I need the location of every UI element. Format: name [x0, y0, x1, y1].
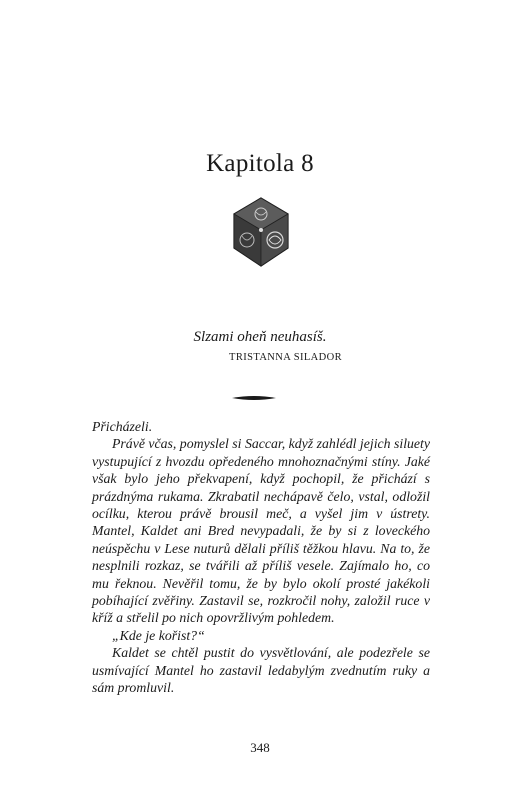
paragraph: „Kde je kořist?“	[112, 627, 205, 643]
body-text	[92, 418, 430, 697]
ornate-cube-icon	[230, 196, 292, 268]
section-divider	[232, 389, 276, 397]
epigraph-quote: Slzami oheň neuhasíš.	[193, 329, 327, 345]
paragraph: Právě včas, pomyslel si Saccar, když zahlédl jejich siluety vystupující z hvozdu opředeného mnohoznačnými stíny. Jaké však bylo jeho překvapení, když pochopil, že přichází s prázdnýma rukama. Zkrabatil nechápavě čelo, vstal, odložil ocílku, kterou právě brousil meč, a vyšel jim v ústrety. Mantel, Kaldet ani Bred nevypadali, že by si z loveckého neúspěchu v Lese nuturů dělali příliš těžkou hlavu. Na to, že nesplnili rozkaz, se tvářili až příliš vesele. Zajímalo ho, co mu řeknou. Nevěřil tomu, že by bylo okolí prosté jakékoli pobíhající zvěřiny. Zastavil se, rozkročil nohy, založil ruce v kříž a střelil po nich opovržlivým pohledem.	[92, 436, 431, 626]
paragraph: Přicházeli.	[92, 419, 153, 434]
page-number: 348	[250, 740, 270, 755]
chapter-title: Kapitola 8	[206, 150, 314, 177]
paragraph: Kaldet se chtěl pustit do vysvětlování, ale podezřele se usmívající Mantel ho zastavil ledabylým zvednutím ruky a sám promluvil.	[92, 645, 430, 696]
epigraph-author: TRISTANNA SILADOR	[229, 352, 343, 363]
